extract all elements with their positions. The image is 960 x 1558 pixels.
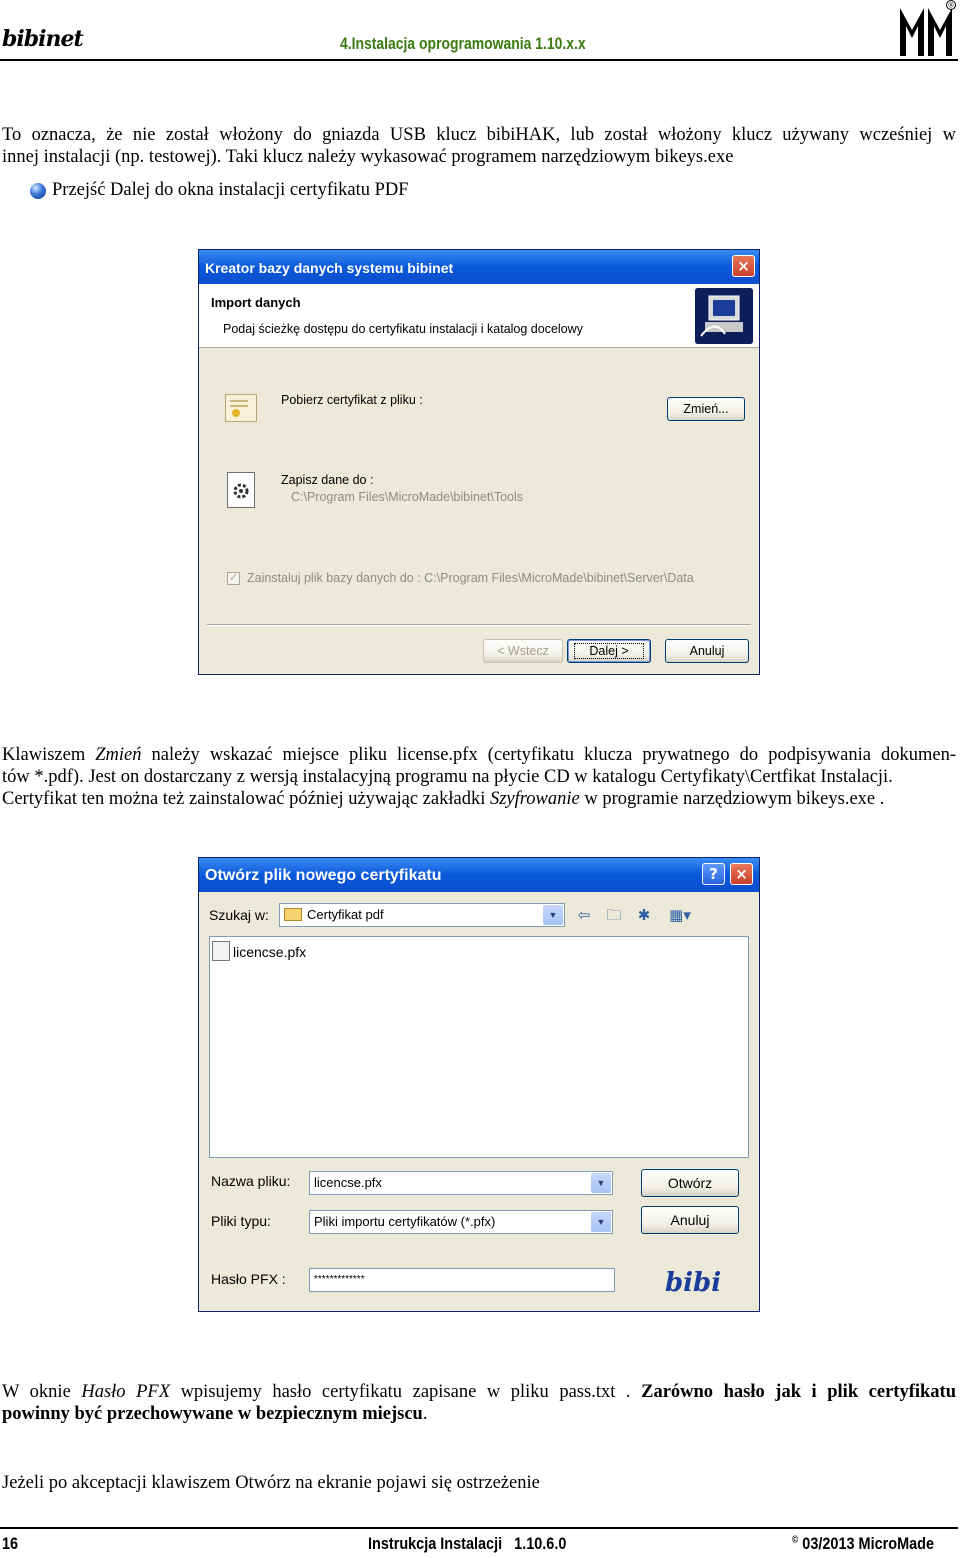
outro-text: wpisujemy hasło certyfikatu zapisane w pliku pass.txt . (170, 1382, 642, 1402)
middle-text: Certyfikat ten można też zainstalować później używając zakładki (2, 789, 490, 809)
outro-emph-password: Hasło PFX (81, 1382, 171, 1402)
file-item-name: licencse.pfx (233, 944, 307, 960)
outro-line-3: Jeżeli po akceptacji klawiszem Otwórz na ekranie pojawi się ostrzeżenie (2, 1473, 540, 1493)
wizard-header-panel (199, 284, 759, 348)
next-button[interactable] (567, 639, 651, 663)
filename-value: licencse.pfx (314, 1175, 382, 1190)
folder-icon (284, 908, 302, 921)
chevron-down-icon[interactable]: ▼ (591, 1173, 611, 1193)
wizard-title: Kreator bazy danych systemu bibinet (205, 260, 454, 276)
outro-bold-warning: Zarówno hasło jak i plik certyfikatu (641, 1382, 956, 1402)
bullet-item (30, 180, 409, 201)
middle-text: Klawiszem (2, 745, 96, 765)
view-menu-icon[interactable]: ▦▾ (669, 906, 691, 924)
footer-copyright-text: 03/2013 MicroMade (802, 1534, 935, 1553)
middle-line-2: tów *.pdf). Jest on dostarczany z wersją instalacyjną programu na płycie CD w katalogu Certyfikaty\Certfikat Instalacji. (2, 767, 893, 787)
middle-text: w programie narzędziowym bikeys.exe . (579, 789, 885, 809)
middle-line-1 (2, 744, 956, 766)
bibi-brand-logo: bibi (665, 1268, 722, 1298)
intro-line-1: To oznacza, że nie został włożony do gniazda USB klucz bibiHAK, lub został włożony klucz używany wcześniej w (2, 125, 956, 145)
list-item[interactable] (212, 941, 306, 961)
page-number: 16 (2, 1534, 19, 1553)
header-rule (0, 59, 958, 61)
copyright-symbol: © (792, 1534, 799, 1546)
chapter-title: 4.Instalacja oprogramowania 1.10.x.x (340, 34, 586, 53)
new-folder-icon[interactable]: ✱ (637, 906, 651, 924)
pfx-file-icon (212, 941, 230, 961)
bullet-ball-icon (30, 183, 46, 199)
registered-mark: ® (947, 1, 955, 10)
next-button-label: Dalej > (575, 644, 642, 658)
cert-label: Pobierz certyfikat z pliku : (281, 393, 423, 407)
footer-copyright (792, 1534, 934, 1554)
settings-file-icon (227, 472, 255, 508)
certificate-icon (225, 394, 257, 422)
password-label: Hasło PFX : (211, 1271, 286, 1287)
middle-emph-change: Zmień (95, 745, 142, 765)
lookin-combo[interactable] (279, 903, 565, 927)
install-db-label: Zainstaluj plik bazy danych do : C:\Program Files\MicroMade\bibinet\Server\Data (247, 571, 694, 585)
outro-line-1 (2, 1381, 956, 1403)
install-db-checkbox[interactable]: ✓ (228, 572, 239, 584)
intro-line-2: innej instalacji (np. testowej). Taki klucz należy wykasować programem narzędziowym bikeys.exe (2, 147, 734, 167)
up-folder-icon[interactable]: 🗀 (606, 906, 622, 924)
chevron-down-icon[interactable]: ▼ (591, 1212, 611, 1232)
outro-text: W oknie (2, 1382, 82, 1402)
help-button[interactable]: ? (702, 863, 725, 885)
outro-bold-warning-cont: powinny być przechowywane w bezpiecznym miejscu (2, 1404, 423, 1424)
filetype-value: Pliki importu certyfikatów (*.pfx) (314, 1214, 496, 1229)
chevron-down-icon[interactable]: ▼ (543, 905, 563, 925)
computer-setup-icon (695, 288, 753, 344)
filename-label: Nazwa pliku: (211, 1173, 291, 1189)
lookin-value: Certyfikat pdf (307, 907, 384, 922)
wizard-dialog (198, 249, 760, 675)
page-header (0, 0, 960, 62)
gear-icon (228, 473, 254, 507)
open-dialog-close-button[interactable]: × (730, 863, 753, 885)
wizard-subheading: Podaj ścieżkę dostępu do certyfikatu instalacji i katalog docelowy (223, 322, 583, 336)
filetype-combo[interactable] (309, 1210, 613, 1234)
open-dialog-cancel-button[interactable]: Anuluj (641, 1206, 739, 1234)
filename-combo[interactable] (309, 1171, 613, 1195)
wizard-heading: Import danych (211, 295, 301, 310)
footer-rule (0, 1527, 958, 1529)
certificate-seal-icon (226, 395, 256, 421)
password-input[interactable]: ************* (309, 1268, 615, 1292)
footer-doc-title: Instrukcja Instalacji 1.10.6.0 (368, 1534, 567, 1553)
micromade-logo-icon (898, 0, 958, 58)
open-button[interactable]: Otwórz (641, 1169, 739, 1197)
bibinet-logo: bibinet (2, 26, 83, 52)
middle-text: należy wskazać miejsce pliku license.pfx (certyfikatu klucza prywatnego do podpisywania dokumen- (141, 745, 956, 765)
back-button[interactable]: < Wstecz (483, 639, 563, 663)
lookin-label: Szukaj w: (209, 907, 269, 923)
open-dialog-title: Otwórz plik nowego certyfikatu (205, 867, 442, 884)
wizard-close-button[interactable]: × (732, 255, 755, 277)
outro-line-2 (2, 1403, 956, 1425)
wizard-divider (207, 624, 751, 626)
file-list[interactable] (209, 936, 749, 1158)
filetype-label: Pliki typu: (211, 1213, 271, 1229)
save-label: Zapisz dane do : (281, 473, 374, 487)
wizard-titlebar (199, 250, 759, 284)
back-arrow-icon[interactable]: ⇦ (577, 906, 591, 924)
save-path: C:\Program Files\MicroMade\bibinet\Tools (291, 490, 524, 504)
middle-emph-encryption: Szyfrowanie (489, 789, 580, 809)
change-button[interactable]: Zmień... (667, 397, 745, 421)
middle-line-3 (2, 788, 956, 810)
wizard-cancel-button[interactable]: Anuluj (665, 639, 749, 663)
bullet-text: Przejść Dalej do okna instalacji certyfikatu PDF (52, 180, 409, 200)
outro-text: . (422, 1404, 428, 1424)
open-file-dialog (198, 857, 760, 1312)
open-dialog-titlebar (199, 858, 759, 892)
